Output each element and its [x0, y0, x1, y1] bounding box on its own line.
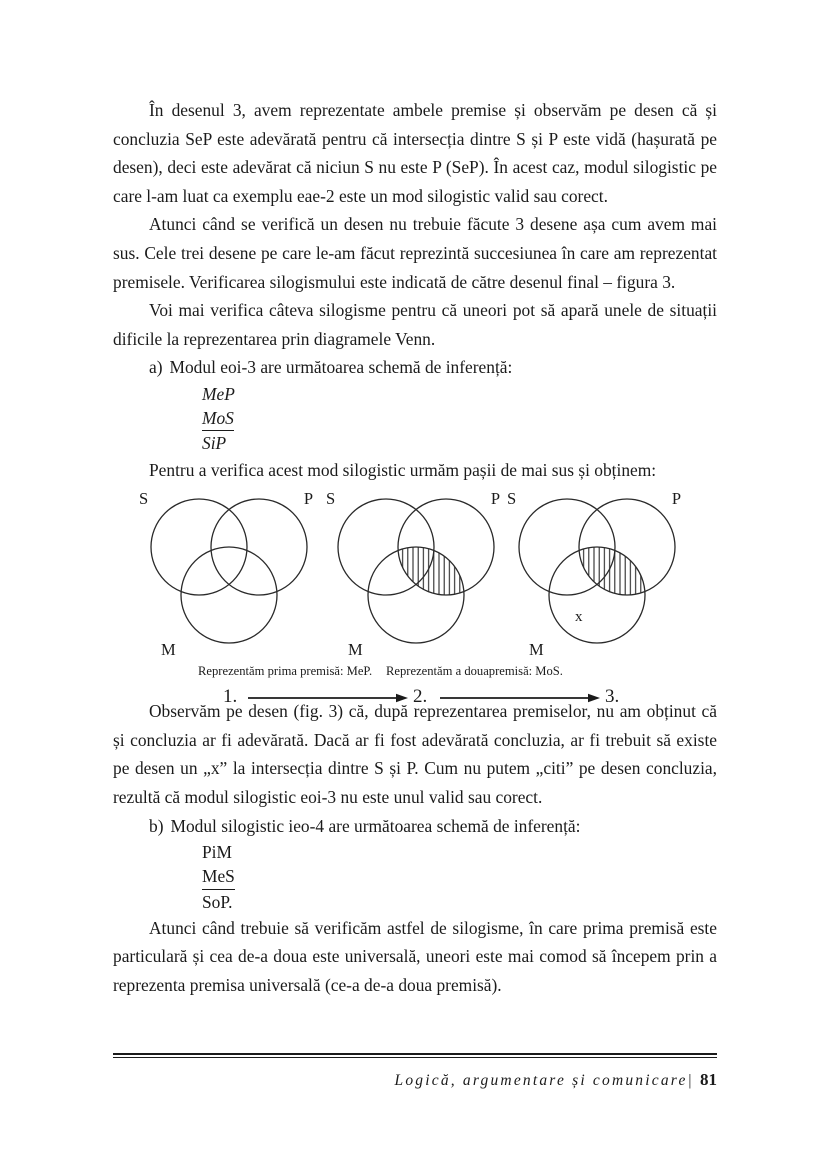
- footer-book-title: Logică, argumentare și comunicare|: [394, 1071, 694, 1089]
- page-footer: [113, 1053, 717, 1090]
- venn-caption-2: Reprezentăm a douapremisă: MoS.: [386, 664, 563, 679]
- syllogism-b-premise1: PiM: [202, 842, 232, 863]
- venn-1-label-s: S: [139, 489, 149, 509]
- list-text-b: Modul silogistic ieo-4 are următoarea schemă de inferență:: [170, 815, 581, 836]
- venn-diagram-1-svg: [135, 485, 321, 665]
- arrow-2-icon: [440, 693, 600, 703]
- list-item-a: [113, 353, 717, 382]
- syllogism-a-premise2: MoS: [202, 406, 234, 431]
- footer-page-number: 81: [700, 1069, 717, 1089]
- list-marker-a: a): [149, 357, 163, 378]
- venn-3-label-p: P: [671, 489, 681, 509]
- syllogism-a: [113, 382, 717, 456]
- footer-text: [113, 1070, 717, 1090]
- syllogism-b-premise2: MeS: [202, 864, 235, 889]
- list-item-b: [113, 812, 717, 841]
- venn-3-label-s: S: [507, 489, 517, 509]
- syllogism-b-conclusion: SoP.: [202, 891, 233, 912]
- venn-3-label-m: M: [529, 639, 544, 659]
- venn-diagram-1: [135, 485, 321, 665]
- venn-diagram-2: [322, 485, 508, 665]
- footer-rule-thin: [113, 1057, 717, 1058]
- page-content: [113, 96, 717, 1000]
- venn-3-x-mark: x: [575, 609, 583, 626]
- syllogism-a-conclusion: SiP: [202, 433, 227, 454]
- syllogism-a-premise1: MeP: [202, 383, 235, 404]
- venn-2-label-s: S: [326, 489, 336, 509]
- venn-2-label-m: M: [348, 639, 363, 659]
- venn-caption-1: Reprezentăm prima premisă: MeP.: [198, 664, 373, 679]
- venn-diagram-row: [113, 485, 717, 665]
- venn-arrow-row: [113, 682, 717, 712]
- paragraph-3: Voi mai verifica câteva silogisme pentru că uneori pot să apară unele de situații dificile la reprezentarea prin diagramele Venn.: [113, 300, 717, 349]
- paragraph-2: Atunci când se verifică un desen nu trebuie făcute 3 desene așa cum avem mai sus. Cele trei desene pe care le-am făcut reprezintă succesiunea în care am reprezentat premisele. Verificarea silogismului este indicată de către desenul final – figura 3.: [113, 214, 717, 292]
- venn-figure: [113, 485, 717, 708]
- list-marker-b: b): [149, 815, 164, 836]
- venn-1-label-m: M: [161, 639, 176, 659]
- syllogism-b: [113, 840, 717, 914]
- venn-diagram-3: [503, 485, 689, 665]
- step-number-2: 2.: [413, 686, 428, 708]
- venn-diagram-3-svg: [503, 485, 689, 665]
- paragraph-1: În desenul 3, avem reprezentate ambele premise și observăm pe desen că și concluzia SeP este adevărată pentru că intersecția dintre S și P este vidă (hașurată pe desen), deci este adevărat că niciun S nu este P (SeP). În acest caz, modul silogistic pe care l-am luat ca exemplu eae-2 este un mod silogistic valid sau corect.: [113, 100, 717, 206]
- venn-2-label-p: P: [490, 489, 500, 509]
- step-number-3: 3.: [605, 686, 620, 708]
- venn-1-label-p: P: [303, 489, 313, 509]
- list-text-a: Modul eoi-3 are următoarea schemă de inferență:: [169, 357, 513, 378]
- step-number-1: 1.: [223, 686, 238, 708]
- venn-caption-row: [113, 665, 717, 682]
- paragraph-5: Atunci când trebuie să verificăm astfel de silogisme, în care prima premisă este particulară și cea de-a doua este universală, uneori este mai comod să începem prin a reprezenta premisa universală (ce-a de-a doua premisă).: [113, 917, 717, 995]
- paragraph-4: Observăm pe desen (fig. 3) că, după reprezentarea premiselor, nu am obținut că și concluzia ar fi adevărată. Dacă ar fi fost adevărată concluzia, ar fi trebuit să existe pe desen un „x” la intersecția dintre S și P. Cum nu putem „citi” pe desen concluzia, rezultă că modul silogistic eoi-3 nu este unul valid sau corect.: [113, 701, 717, 807]
- venn-diagram-2-svg: [322, 485, 508, 665]
- figure-lead-text: Pentru a verifica acest mod silogistic urmăm pașii de mai sus și obținem:: [149, 459, 657, 480]
- arrow-1-icon: [248, 693, 408, 703]
